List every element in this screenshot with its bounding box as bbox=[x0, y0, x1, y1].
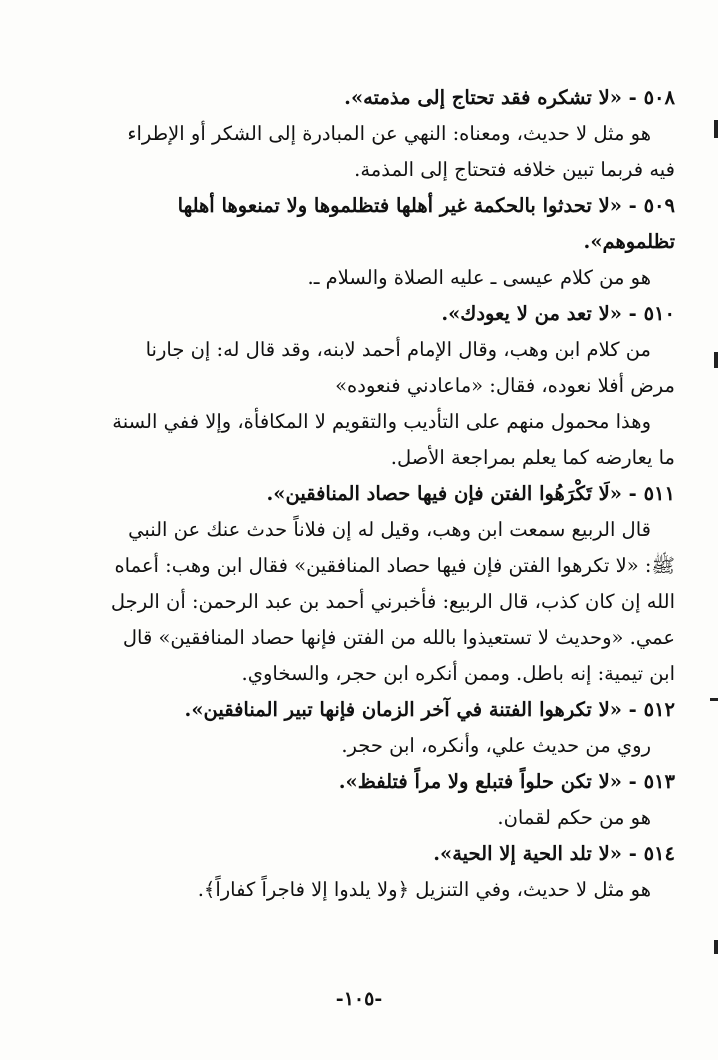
entry-511-text: الله إن كان كذب، قال الربيع: فأخبرني أحمد بن عبد الرحمن: أن الرجل bbox=[110, 590, 675, 613]
page-number: -١٠٥- bbox=[335, 988, 383, 1010]
entry-509-heading: ٥٠٩ - «لا تحدثوا بالحكمة غير أهلها فتظلموها ولا تمنعوها أهلها bbox=[177, 194, 675, 217]
entry-511-heading: ٥١١ - «لَا تَكْرَهُوا الفتن فإن فيها حصاد المنافقين». bbox=[266, 482, 675, 505]
scan-margin-mark bbox=[710, 698, 718, 701]
entry-508-text: فيه فربما تبين خلافه فتحتاج إلى المذمة. bbox=[354, 158, 675, 181]
entry-513-heading: ٥١٣ - «لا تكن حلواً فتبلع ولا مراً فتلفظ». bbox=[338, 770, 675, 793]
entry-511-text: ابن تيمية: إنه باطل. وممن أنكره ابن حجر، والسخاوي. bbox=[241, 662, 675, 685]
entry-509-text: هو من كلام عيسى ـ عليه الصلاة والسلام ـ. bbox=[307, 266, 651, 289]
entry-508-text: هو مثل لا حديث، ومعناه: النهي عن المبادرة إلى الشكر أو الإطراء bbox=[127, 122, 651, 145]
entry-511-text: ﷺ: «لا تكرهوا الفتن فإن فيها حصاد المنافقين» فقال ابن وهب: أعماه bbox=[114, 554, 675, 577]
entry-510-heading: ٥١٠ - «لا تعد من لا يعودك». bbox=[441, 302, 675, 325]
entry-508-heading: ٥٠٨ - «لا تشكره فقد تحتاج إلى مذمته». bbox=[344, 86, 675, 109]
entry-514-heading: ٥١٤ - «لا تلد الحية إلا الحية». bbox=[433, 842, 675, 865]
entry-510-text: مرض أفلا نعوده، فقال: «ماعادني فنعوده» bbox=[335, 374, 675, 397]
entry-514-text: هو مثل لا حديث، وفي التنزيل ﴿ولا يلدوا إلا فاجراً كفاراً﴾. bbox=[197, 878, 651, 901]
page-body bbox=[50, 80, 675, 908]
entry-512-heading: ٥١٢ - «لا تكرهوا الفتنة في آخر الزمان فإنها تبير المنافقين». bbox=[184, 698, 675, 721]
entry-510-text: ما يعارضه كما يعلم بمراجعة الأصل. bbox=[390, 446, 675, 469]
scan-margin-mark bbox=[714, 120, 718, 138]
scan-margin-mark bbox=[714, 940, 718, 954]
entry-513-text: هو من حكم لقمان. bbox=[497, 806, 651, 829]
scan-margin-mark bbox=[714, 352, 718, 368]
entry-509-heading: تظلموهم». bbox=[583, 230, 675, 253]
entry-510-text: وهذا محمول منهم على التأديب والتقويم لا المكافأة، وإلا ففي السنة bbox=[112, 410, 651, 433]
entry-511-text: عمي. «وحديث لا تستعيذوا بالله من الفتن فإنها حصاد المنافقين» قال bbox=[122, 626, 675, 649]
entry-512-text: روي من حديث علي، وأنكره، ابن حجر. bbox=[341, 734, 651, 757]
entry-510-text: من كلام ابن وهب، وقال الإمام أحمد لابنه، وقد قال له: إن جارنا bbox=[145, 338, 651, 361]
entry-511-text: قال الربيع سمعت ابن وهب، وقيل له إن فلاناً حدث عنك عن النبي bbox=[128, 518, 651, 541]
